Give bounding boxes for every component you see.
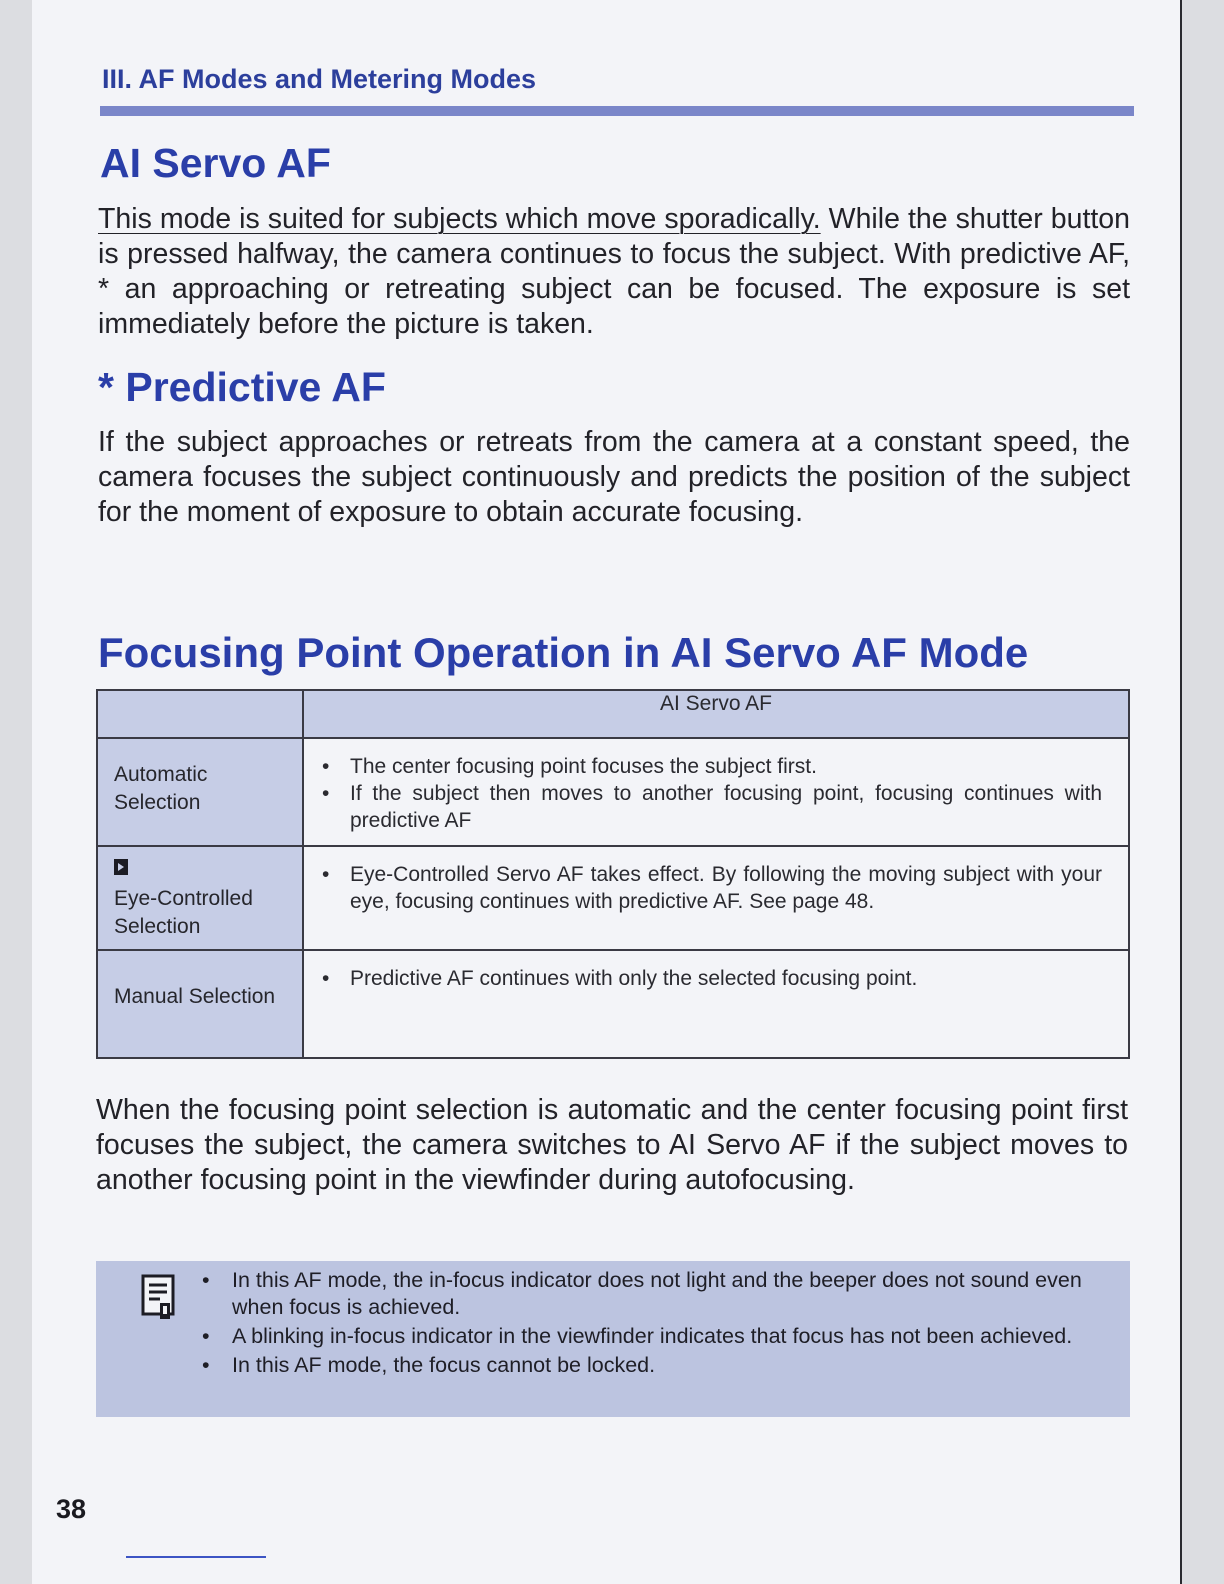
row-content-eye-controlled — [303, 846, 1129, 950]
ai-servo-title: AI Servo AF — [100, 140, 331, 186]
ai-servo-lead: This mode is suited for subjects which move sporadically. — [98, 203, 821, 235]
row-label-text: Eye-Controlled Selection — [114, 887, 253, 938]
bullet-list — [318, 861, 1102, 915]
footer-rule — [126, 1556, 266, 1558]
table-header-row — [97, 690, 1129, 738]
list-item: • Predictive AF continues with only the selected focusing point. — [318, 965, 1102, 992]
focusing-point-table — [96, 689, 1130, 1059]
eye-control-icon — [114, 859, 128, 875]
header-rule — [100, 106, 1134, 116]
list-item: • The center focusing point focuses the subject first. — [318, 753, 1102, 780]
ai-servo-paragraph — [98, 202, 1130, 342]
page-number: 38 — [56, 1494, 87, 1524]
ai-servo-body: While the shutter button is pressed halfway, the camera continues to focus the subject. With predictive AF, * an approaching or retreating subject can be focused. The exposure is set immediately before the picture is taken. — [98, 203, 1130, 340]
note-box — [96, 1261, 1130, 1417]
row-content-manual — [303, 950, 1129, 1058]
predictive-af-paragraph: If the subject approaches or retreats from the camera at a constant speed, the camera focuses the subject continuously and predicts the position of the subject for the moment of exposure to obtain accurate focusing. — [98, 426, 1130, 528]
note-list — [232, 1267, 1112, 1381]
note-item: • In this AF mode, the focus cannot be locked. — [232, 1352, 1112, 1379]
row-label-manual: Manual Selection — [97, 950, 303, 1058]
note-item: • A blinking in-focus indicator in the viewfinder indicates that focus has not been achieved. — [232, 1323, 1112, 1350]
table-row — [97, 950, 1129, 1058]
focusing-point-title: Focusing Point Operation in AI Servo AF Mode — [98, 629, 1029, 676]
table-row — [97, 846, 1129, 950]
row-label-eye-controlled — [97, 846, 303, 950]
list-item: • Eye-Controlled Servo AF takes effect. By following the moving subject with your eye, focusing continues with predictive AF. See page 48. — [318, 861, 1102, 915]
list-item: • If the subject then moves to another focusing point, focusing continues with predictive AF — [318, 780, 1102, 834]
manual-page — [32, 0, 1182, 1584]
bullet-list — [318, 753, 1102, 834]
note-item: • In this AF mode, the in-focus indicator does not light and the beeper does not sound even when focus is achieved. — [232, 1267, 1112, 1321]
table-header-blank — [97, 690, 303, 738]
table-column-header: AI Servo AF — [303, 690, 1129, 738]
table-row — [97, 738, 1129, 846]
section-header: III. AF Modes and Metering Modes — [102, 64, 537, 94]
predictive-af-title: * Predictive AF — [98, 364, 386, 410]
row-label-automatic: Automatic Selection — [97, 738, 303, 846]
row-content-automatic — [303, 738, 1129, 846]
note-icon — [140, 1273, 176, 1321]
bullet-list — [318, 965, 1102, 992]
summary-paragraph: When the focusing point selection is automatic and the center focusing point first focuses the subject, the camera switches to AI Servo AF if the subject moves to another focusing point in the viewfinder during autofocusing. — [96, 1094, 1128, 1196]
